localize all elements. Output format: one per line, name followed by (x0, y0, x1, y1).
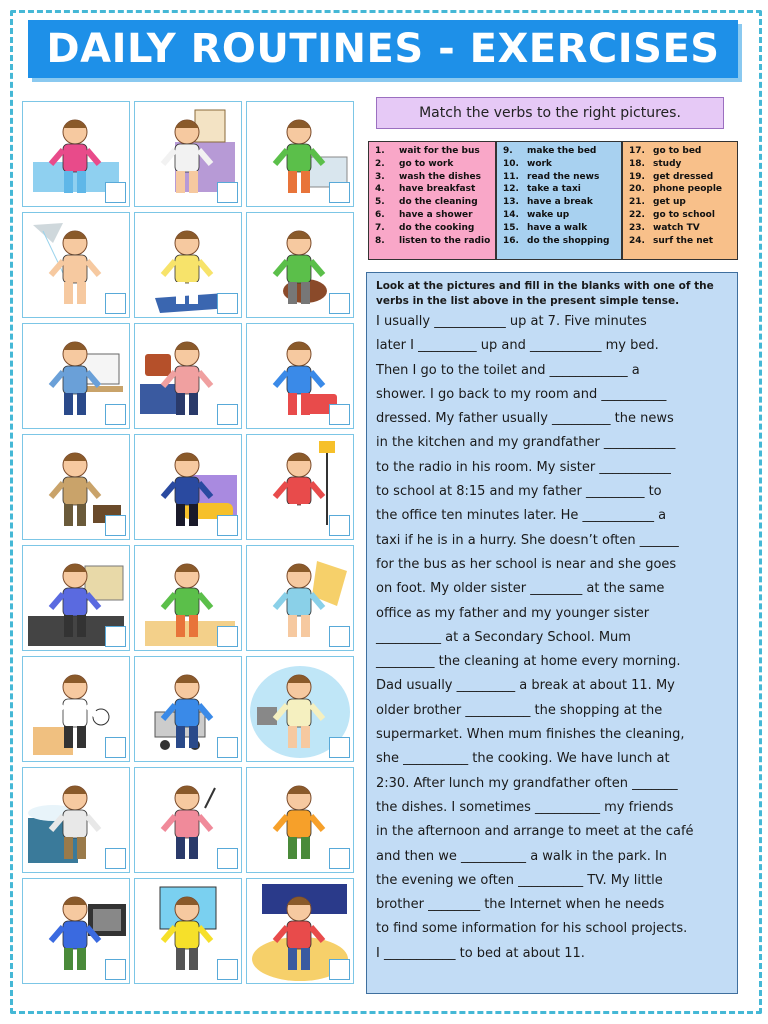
verb-item (503, 196, 621, 209)
answer-box[interactable] (217, 293, 238, 314)
answer-box[interactable] (329, 959, 350, 980)
verb-text: read the news (527, 171, 600, 182)
picture-go-to-bed (246, 878, 354, 984)
verb-item (375, 222, 495, 235)
verb-text: go to bed (653, 146, 702, 156)
verb-item (503, 158, 621, 171)
answer-box[interactable] (329, 848, 350, 869)
picture-waking-up (22, 101, 130, 207)
answer-box[interactable] (329, 293, 350, 314)
verb-text: have breakfast (399, 184, 476, 195)
exercise-line: _________ the cleaning at home every morning. (376, 654, 681, 670)
picture-listening-radio (134, 323, 242, 429)
verb-item (503, 145, 621, 158)
verb-text: do the cooking (399, 222, 475, 233)
verb-number: 10. (503, 158, 519, 169)
verb-number: 20. (629, 184, 645, 195)
picture-making-bed (246, 101, 354, 207)
verb-number: 1. (375, 146, 385, 156)
exercise-line: the dishes. I sometimes __________ my friends (376, 799, 674, 815)
picture-surf-net (134, 878, 242, 984)
verb-item (629, 235, 737, 248)
verb-text: work (527, 158, 552, 169)
verb-text: do the shopping (527, 235, 610, 246)
verb-text: go to work (399, 158, 454, 169)
exercise-line: office as my father and my younger sister (376, 605, 650, 621)
picture-washing-dishes (22, 767, 130, 873)
picture-getting-up (134, 101, 242, 207)
verb-number: 14. (503, 209, 519, 220)
verb-item (375, 145, 495, 158)
exercise-line: Dad usually _________ a break at about 11. My (376, 678, 675, 694)
verb-item (629, 145, 737, 158)
verb-text: have a break (527, 197, 593, 208)
answer-box[interactable] (329, 515, 350, 536)
verb-text: wake up (527, 209, 570, 220)
instruction-box: Match the verbs to the right pictures. (376, 97, 724, 129)
answer-box[interactable] (217, 515, 238, 536)
exercise-line: in the kitchen and my grandfather ___________ (376, 435, 676, 451)
verb-item (375, 196, 495, 209)
verb-text: do the cleaning (399, 197, 478, 208)
verb-item (629, 158, 737, 171)
picture-phone-people (134, 767, 242, 873)
verb-item (503, 222, 621, 235)
verb-text: get up (653, 197, 686, 208)
picture-shopping-bags (246, 545, 354, 651)
exercise-line: shower. I go back to my room and __________ (376, 386, 667, 402)
verb-text: wash the dishes (399, 171, 481, 182)
exercise-line: Then I go to the toilet and ____________ a (376, 362, 640, 378)
exercise-line: later I _________ up and ___________ my bed. (376, 338, 659, 354)
verb-number: 9. (503, 146, 513, 156)
verb-number: 4. (375, 184, 385, 195)
picture-having-walk (246, 767, 354, 873)
exercise-line: I ___________ to bed at about 11. (376, 945, 585, 961)
verb-item (629, 222, 737, 235)
exercise-line: and then we __________ a walk in the park. In (376, 848, 668, 864)
verb-item (375, 183, 495, 196)
verb-item (375, 171, 495, 184)
verb-text: go to school (653, 209, 715, 220)
exercise-line: supermarket. When mum finishes the cleaning, (376, 727, 685, 743)
verb-item (375, 209, 495, 222)
exercise-line: on foot. My older sister ________ at the same (376, 581, 665, 597)
verb-item (503, 235, 621, 248)
exercise-text-box (366, 272, 738, 994)
answer-box[interactable] (329, 737, 350, 758)
answer-box[interactable] (217, 959, 238, 980)
verb-number: 23. (629, 222, 645, 233)
answer-box[interactable] (105, 848, 126, 869)
exercise-line: brother ________ the Internet when he needs (376, 897, 665, 913)
verb-number: 17. (629, 146, 645, 156)
answer-box[interactable] (105, 737, 126, 758)
verb-item (375, 235, 495, 248)
answer-box[interactable] (105, 515, 126, 536)
verb-item (629, 171, 737, 184)
answer-box[interactable] (217, 404, 238, 425)
picture-shower (22, 212, 130, 318)
exercise-line: taxi if he is in a hurry. She doesn’t often ______ (376, 532, 679, 548)
exercise-lines (376, 310, 728, 966)
picture-breakfast (246, 212, 354, 318)
verb-text: surf the net (653, 235, 714, 246)
verb-text: have a walk (527, 222, 588, 233)
verb-text: get dressed (653, 171, 714, 182)
exercise-line: older brother __________ the shopping at the (376, 702, 663, 718)
verb-number: 8. (375, 235, 385, 246)
verb-number: 5. (375, 197, 385, 208)
exercise-line: 2:30. After lunch my grandfather often _______ (376, 775, 678, 791)
picture-taking-taxi (134, 434, 242, 540)
verb-number: 24. (629, 235, 645, 246)
verb-number: 21. (629, 197, 645, 208)
answer-box[interactable] (105, 293, 126, 314)
verb-list-col3 (622, 141, 738, 260)
picture-waiting-bus (246, 434, 354, 540)
exercise-line: dressed. My father usually _________ the news (376, 411, 674, 427)
verb-item (629, 183, 737, 196)
verb-item (629, 209, 737, 222)
answer-box[interactable] (105, 182, 126, 203)
verb-text: listen to the radio (399, 235, 491, 246)
exercise-line: __________ at a Secondary School. Mum (376, 629, 631, 645)
answer-box[interactable] (329, 626, 350, 647)
verb-list-col2 (496, 141, 622, 260)
verb-number: 22. (629, 209, 645, 220)
picture-working-office (22, 545, 130, 651)
picture-cooking (246, 656, 354, 762)
verb-text: take a taxi (527, 184, 581, 195)
answer-box[interactable] (217, 848, 238, 869)
exercise-line: the office ten minutes later. He ___________ a (376, 508, 667, 524)
picture-watching-tv (22, 878, 130, 984)
verb-item (503, 183, 621, 196)
picture-studying (134, 545, 242, 651)
picture-getting-dressed (134, 212, 242, 318)
picture-shopping-cart (134, 656, 242, 762)
answer-box[interactable] (105, 404, 126, 425)
exercise-line: to the radio in his room. My sister ___________ (376, 459, 671, 475)
verb-number: 18. (629, 158, 645, 169)
exercise-line: to school at 8:15 and my father _________ to (376, 484, 662, 500)
verb-number: 11. (503, 171, 519, 182)
answer-box[interactable] (217, 182, 238, 203)
verb-item (629, 196, 737, 209)
verb-item (503, 209, 621, 222)
exercise-line: the evening we often __________ TV. My little (376, 872, 663, 888)
exercise-line: she __________ the cooking. We have lunch at (376, 751, 670, 767)
verb-number: 15. (503, 222, 519, 233)
exercise-line: for the bus as her school is near and she goes (376, 556, 677, 572)
verb-text: have a shower (399, 209, 473, 220)
page-title: DAILY ROUTINES - EXERCISES (28, 20, 738, 78)
verb-text: watch TV (653, 222, 700, 233)
verb-item (375, 158, 495, 171)
verb-number: 3. (375, 171, 385, 182)
verb-text: wait for the bus (399, 146, 480, 156)
picture-going-to-school (246, 323, 354, 429)
exercise-line: to find some information for his school projects. (376, 921, 688, 937)
verb-number: 2. (375, 158, 385, 169)
verb-number: 12. (503, 184, 519, 195)
verb-number: 13. (503, 197, 519, 208)
verb-number: 7. (375, 222, 385, 233)
answer-box[interactable] (105, 959, 126, 980)
exercise-line: in the afternoon and arrange to meet at the café (376, 824, 694, 840)
verb-number: 16. (503, 235, 519, 246)
verb-text: study (653, 158, 682, 169)
answer-box[interactable] (329, 182, 350, 203)
picture-having-break (22, 656, 130, 762)
exercise-heading: Look at the pictures and fill in the blanks with one of the verbs in the list above in the present simple tense. (376, 280, 714, 307)
verb-text: phone people (653, 184, 723, 195)
verb-number: 6. (375, 209, 385, 220)
verb-text: make the bed (527, 146, 597, 156)
picture-going-to-work (22, 434, 130, 540)
answer-box[interactable] (217, 626, 238, 647)
answer-box[interactable] (329, 404, 350, 425)
verb-list-col1 (368, 141, 496, 260)
answer-box[interactable] (105, 626, 126, 647)
verb-item (503, 171, 621, 184)
exercise-line: I usually ___________ up at 7. Five minutes (376, 314, 647, 329)
verb-number: 19. (629, 171, 645, 182)
picture-reading-news (22, 323, 130, 429)
answer-box[interactable] (217, 737, 238, 758)
